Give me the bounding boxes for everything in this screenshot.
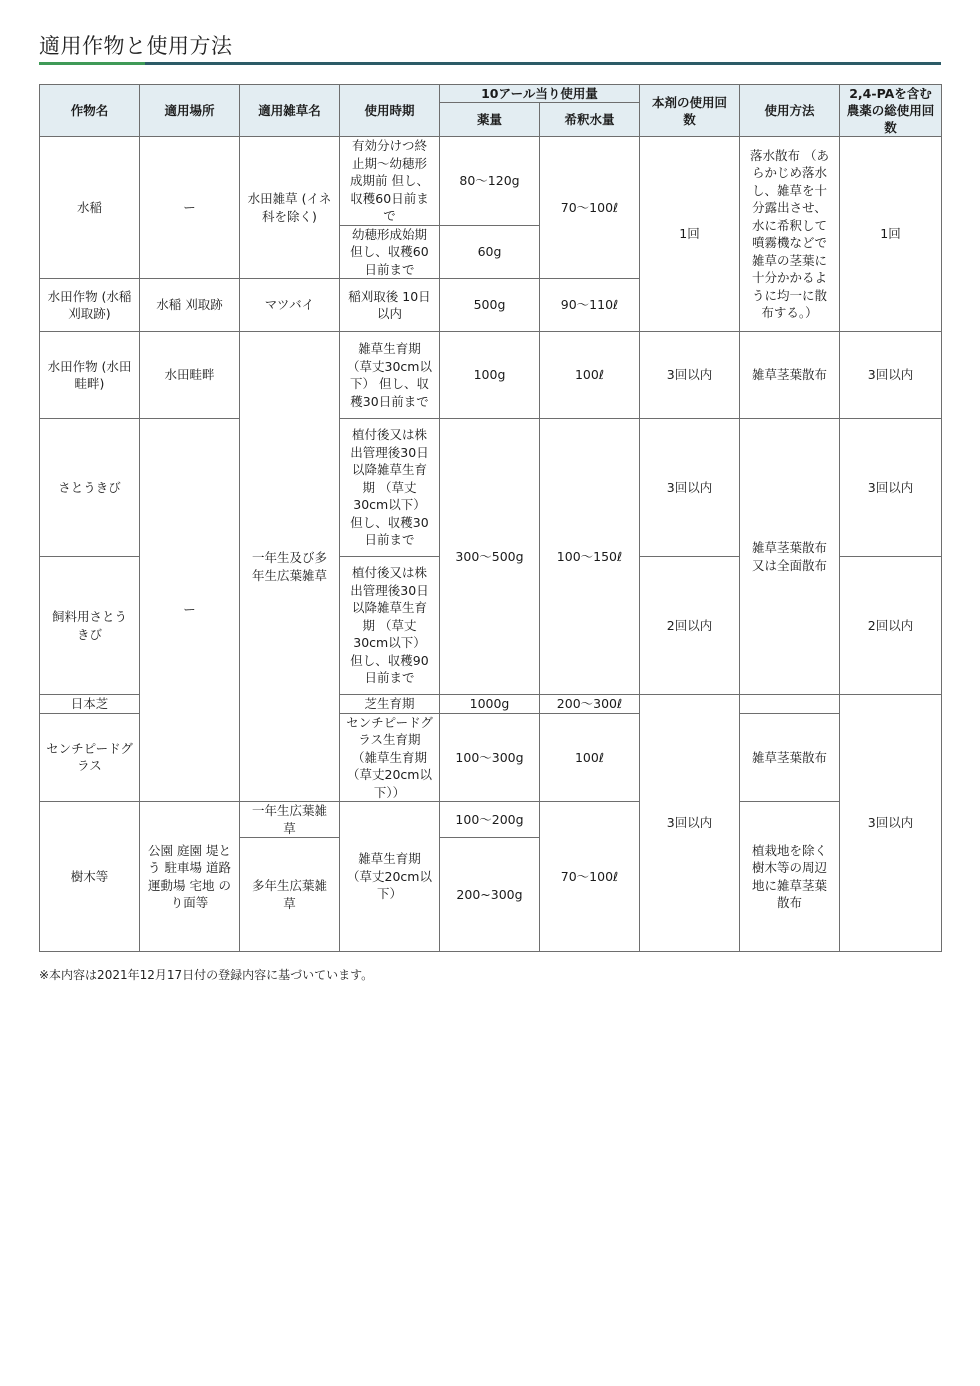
- footnote: ※本内容は2021年12月17日付の登録内容に基づいています。: [39, 968, 374, 982]
- usage-table: [39, 84, 942, 952]
- cell-uses: 2回以内: [640, 557, 740, 695]
- cell-crop: 日本芝: [40, 695, 140, 714]
- cell-method: 植栽地を除く樹木等の周辺地に雑草茎葉散布: [740, 802, 840, 952]
- cell-weed: 一年生及び多年生広葉雑草: [240, 332, 340, 802]
- header-method: 使用方法: [740, 85, 840, 137]
- cell-dilution: 100ℓ: [540, 332, 640, 419]
- cell-timing: 稲刈取後 10日以内: [340, 279, 440, 332]
- title-rule: [39, 62, 941, 65]
- cell-chemical: 100g: [440, 332, 540, 419]
- cell-method: [740, 695, 840, 714]
- header-uses: 本剤の使用回数: [640, 85, 740, 137]
- cell-place: 水稲 刈取跡: [140, 279, 240, 332]
- cell-chemical: 100〜300g: [440, 713, 540, 802]
- cell-uses: 3回以内: [640, 695, 740, 952]
- cell-chemical: 300〜500g: [440, 419, 540, 695]
- table-row: [40, 332, 942, 419]
- cell-timing: 芝生育期: [340, 695, 440, 714]
- cell-crop: さとうきび: [40, 419, 140, 557]
- cell-crop: 水田作物 (水稲刈取跡): [40, 279, 140, 332]
- cell-total-uses: 2回以内: [840, 557, 942, 695]
- cell-total-uses: 1回: [840, 137, 942, 332]
- cell-timing: 雑草生育期 （草丈30cm以下） 但し、収穫30日前まで: [340, 332, 440, 419]
- header-place: 適用場所: [140, 85, 240, 137]
- cell-weed: 一年生広葉雑草: [240, 802, 340, 838]
- header-dilution: 希釈水量: [540, 103, 640, 137]
- cell-dilution: 100ℓ: [540, 713, 640, 802]
- cell-timing: 幼穂形成始期 但し、収穫60日前まで: [340, 225, 440, 279]
- cell-method: 雑草茎葉散布: [740, 713, 840, 802]
- cell-timing: 植付後又は株出管理後30日以降雑草生育期 （草丈30cm以下） 但し、収穫30日前まで: [340, 419, 440, 557]
- cell-method: 雑草茎葉散布: [740, 332, 840, 419]
- cell-weed: 多年生広葉雑草: [240, 838, 340, 952]
- cell-crop: 飼料用さとうきび: [40, 557, 140, 695]
- cell-place: ー: [140, 137, 240, 279]
- cell-total-uses: 3回以内: [840, 695, 942, 952]
- cell-crop: 水田作物 (水田畦畔): [40, 332, 140, 419]
- cell-chemical: 200~300g: [440, 838, 540, 952]
- cell-timing: 植付後又は株出管理後30日以降雑草生育期 （草丈30cm以下） 但し、収穫90日前まで: [340, 557, 440, 695]
- header-weed: 適用雑草名: [240, 85, 340, 137]
- cell-dilution: 70〜100ℓ: [540, 802, 640, 952]
- cell-dilution: 100〜150ℓ: [540, 419, 640, 695]
- cell-method: 雑草茎葉散布又は全面散布: [740, 419, 840, 695]
- cell-place: ー: [140, 419, 240, 802]
- cell-place: 水田畦畔: [140, 332, 240, 419]
- cell-crop: 樹木等: [40, 802, 140, 952]
- table-row: [40, 419, 942, 557]
- cell-weed: 水田雑草 (イネ科を除く): [240, 137, 340, 279]
- table-row: [40, 137, 942, 226]
- header-total-uses: 2,4-PAを含む農薬の総使用回数: [840, 85, 942, 137]
- cell-chemical: 80〜120g: [440, 137, 540, 226]
- header-row-1: [40, 85, 942, 103]
- cell-dilution: 70〜100ℓ: [540, 137, 640, 279]
- header-timing: 使用時期: [340, 85, 440, 137]
- cell-timing: 有効分けつ終止期〜幼穂形成期前 但し、収穫60日前まで: [340, 137, 440, 226]
- cell-weed: マツバイ: [240, 279, 340, 332]
- table-row: [40, 802, 942, 838]
- header-crop: 作物名: [40, 85, 140, 137]
- cell-chemical: 60g: [440, 225, 540, 279]
- cell-timing: 雑草生育期 （草丈20cm以下）: [340, 802, 440, 952]
- cell-uses: 3回以内: [640, 419, 740, 557]
- cell-place: 公園 庭園 堤とう 駐車場 道路 運動場 宅地 のり面等: [140, 802, 240, 952]
- cell-method: 落水散布 （あらかじめ落水し、雑草を十分露出させ、水に希釈して噴霧機などで雑草の茎葉に十分かかるように均一に散布する。）: [740, 137, 840, 332]
- cell-total-uses: 3回以内: [840, 332, 942, 419]
- page-title: 適用作物と使用方法: [39, 34, 233, 58]
- cell-crop: センチピードグラス: [40, 713, 140, 802]
- cell-dilution: 200〜300ℓ: [540, 695, 640, 714]
- cell-uses: 1回: [640, 137, 740, 332]
- cell-total-uses: 3回以内: [840, 419, 942, 557]
- cell-uses: 3回以内: [640, 332, 740, 419]
- cell-crop: 水稲: [40, 137, 140, 279]
- header-chemical: 薬量: [440, 103, 540, 137]
- title-rule-teal: [145, 62, 941, 65]
- header-amount-group: 10アール当り使用量: [440, 85, 640, 103]
- cell-dilution: 90〜110ℓ: [540, 279, 640, 332]
- title-rule-green: [39, 62, 145, 65]
- cell-chemical: 500g: [440, 279, 540, 332]
- cell-timing: センチピードグラス生育期 （雑草生育期 （草丈20cm以下））: [340, 713, 440, 802]
- cell-chemical: 1000g: [440, 695, 540, 714]
- cell-chemical: 100〜200g: [440, 802, 540, 838]
